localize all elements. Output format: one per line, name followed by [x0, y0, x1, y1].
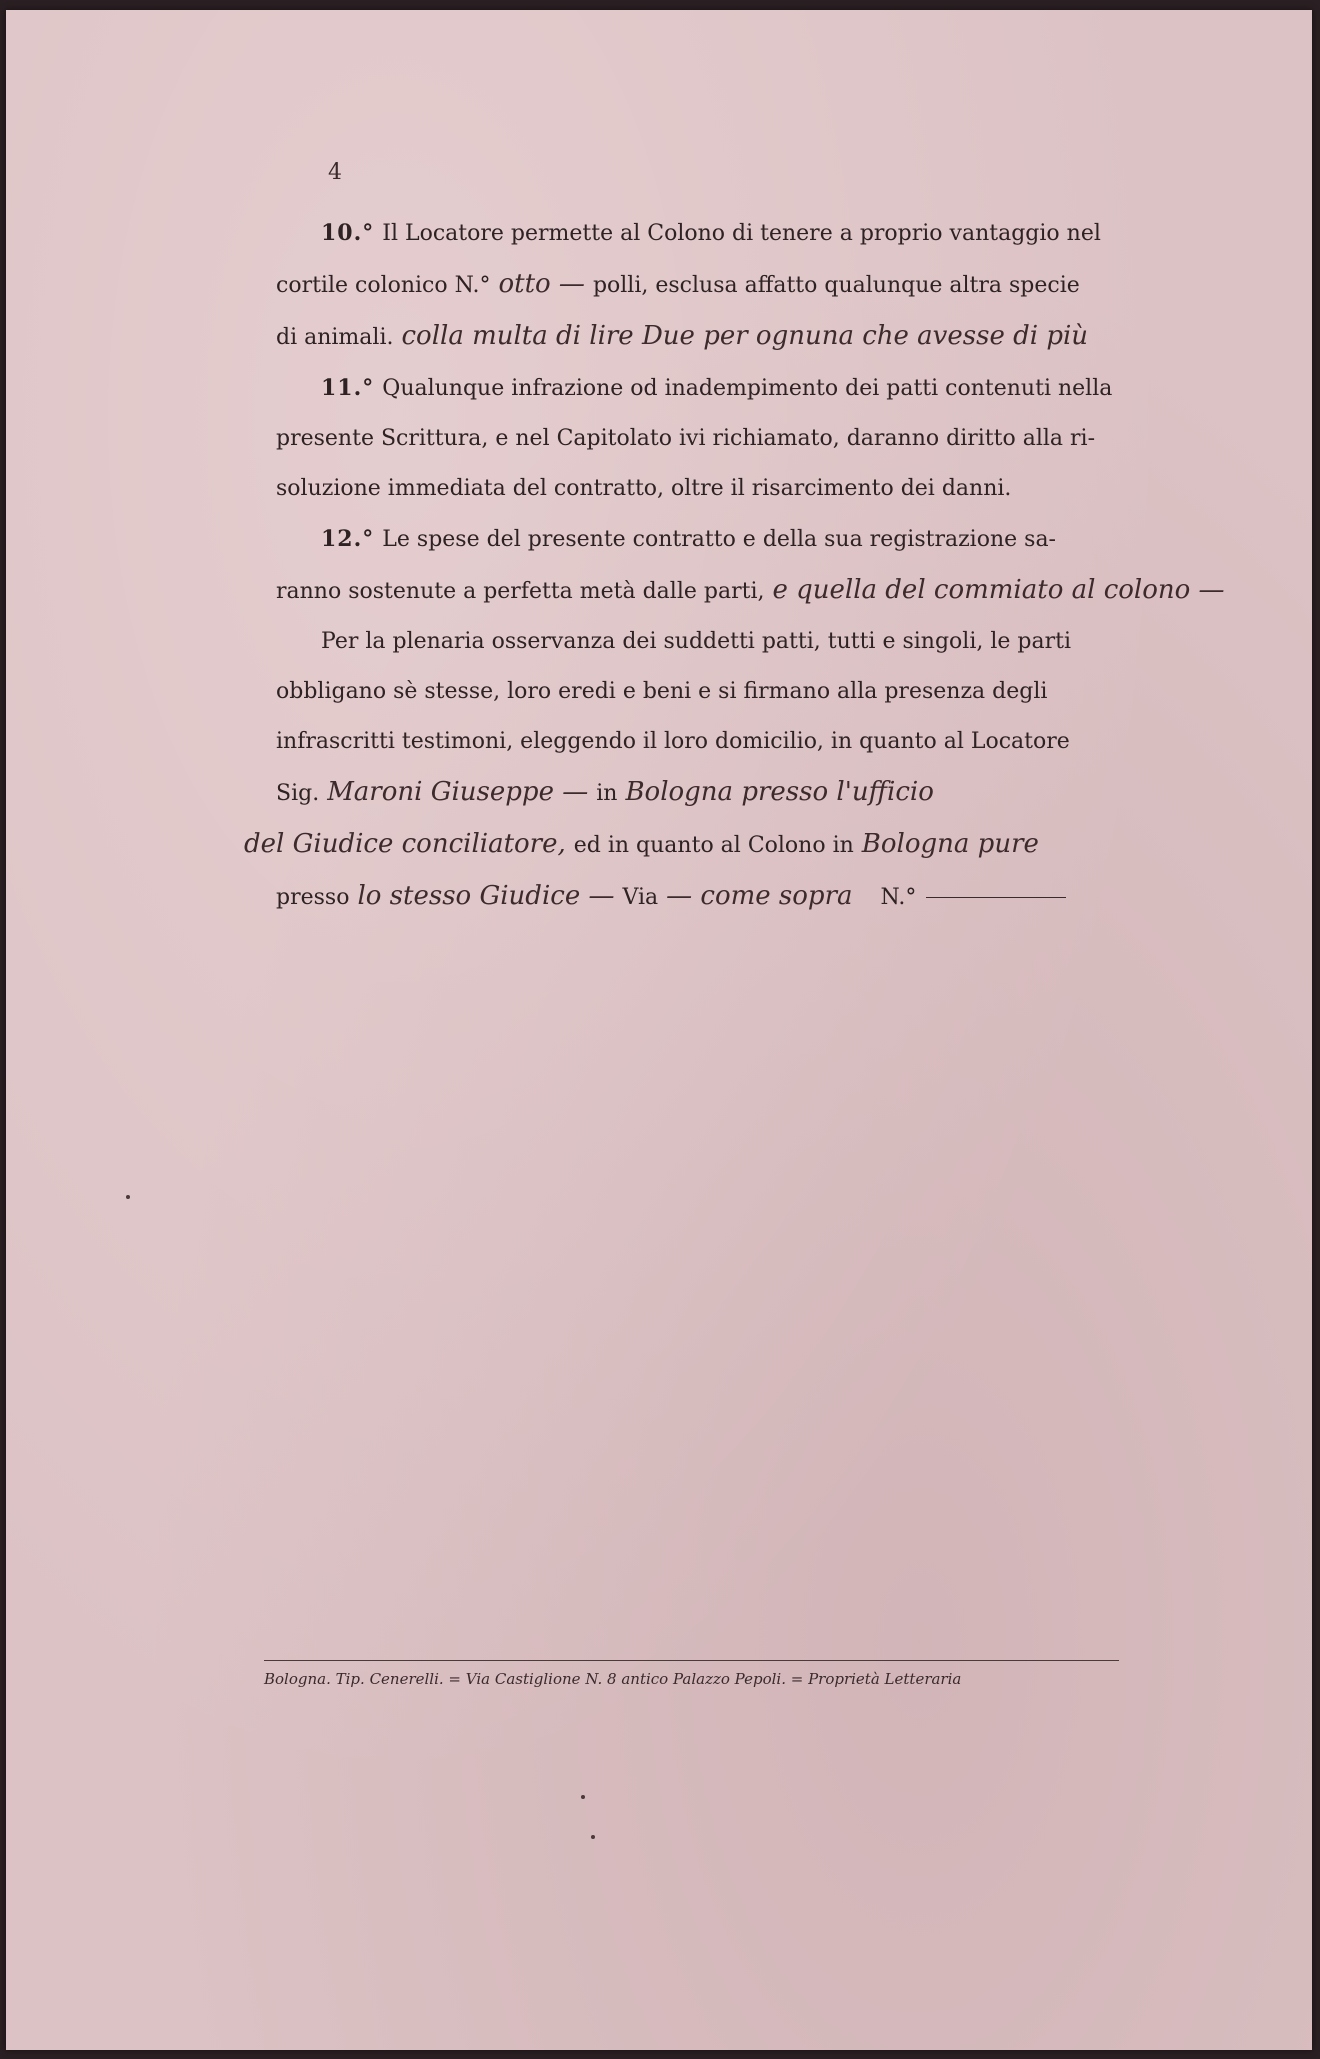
paper-speck [591, 1835, 595, 1839]
footer-rule [264, 1660, 1119, 1661]
closing-line-3 [276, 717, 1136, 767]
closing-line-4 [276, 767, 1136, 819]
article-10-line-1 [276, 208, 1136, 259]
article-10-text-1: Il Locatore permette al Colono di tenere a proprio vantaggio nel [382, 221, 1101, 246]
number-label: N.° [880, 885, 917, 910]
presso-label: presso [276, 885, 350, 910]
in-label: in [596, 781, 618, 806]
handwritten-locatore-name: Maroni Giuseppe — [327, 777, 589, 807]
handwritten-locatore-city: Bologna presso l'ufficio [625, 777, 934, 807]
sig-label: Sig. [276, 781, 320, 806]
article-11-line-1 [276, 363, 1136, 414]
handwritten-penalty: colla multa di lire Due per ognuna che avesse di più [401, 321, 1089, 351]
article-10-text-3: di animali. [276, 325, 394, 350]
article-10-text-2b: polli, esclusa affatto qualunque altra specie [592, 273, 1080, 298]
closing-line-5 [236, 819, 1136, 871]
bleed-through-texture [256, 930, 1136, 931]
closing-text-2: obbligano sè stesse, loro eredi e beni e si firmano alla presenza degli [276, 679, 1048, 704]
article-11-line-3 [276, 464, 1136, 514]
closing-line-1 [276, 617, 1136, 667]
article-11-text-3: soluzione immediata del contratto, oltre il risarcimento dei danni. [276, 476, 1012, 501]
article-12-text-2: ranno sostenute a perfetta metà dalle parti, [276, 579, 765, 604]
article-11-text-2: presente Scrittura, e nel Capitolato ivi richiamato, daranno diritto alla ri- [276, 426, 1096, 451]
handwritten-via: — come sopra [666, 881, 853, 911]
closing-line-2 [276, 667, 1136, 717]
article-11-number: 11.° [321, 375, 375, 401]
document-sheet [6, 10, 1312, 2050]
article-11-text-1: Qualunque infrazione od inadempimento dei patti contenuti nella [382, 376, 1113, 401]
printer-footer: Bologna. Tip. Cenerelli. = Via Castiglione N. 8 antico Palazzo Pepoli. = Proprietà Letteraria [264, 1670, 962, 1688]
closing-text-5: ed in quanto al Colono in [573, 833, 854, 858]
handwritten-colono-city: Bologna pure [861, 829, 1039, 859]
page-number: 4 [328, 160, 342, 185]
closing-text-1: Per la plenaria osservanza dei suddetti patti, tutti e singoli, le parti [321, 629, 1071, 654]
number-blank-line [926, 897, 1066, 898]
article-12-text-1: Le spese del presente contratto e della sua registrazione sa- [382, 527, 1056, 552]
article-10-number: 10.° [321, 220, 375, 246]
handwritten-judge: del Giudice conciliatore, [244, 829, 566, 859]
article-12-line-2 [276, 565, 1225, 617]
article-10-text-2a: cortile colonico N.° [276, 273, 491, 298]
via-label: Via [622, 885, 659, 910]
paper-speck [581, 1795, 585, 1799]
article-11-line-2 [276, 414, 1136, 464]
article-12-number: 12.° [321, 526, 375, 552]
closing-text-3: infrascritti testimoni, eleggendo il loro domicilio, in quanto al Locatore [276, 729, 1070, 754]
contract-text [244, 208, 1225, 923]
handwritten-quantity: otto — [498, 269, 585, 299]
article-10-line-3 [276, 311, 1136, 363]
article-10-line-2 [276, 259, 1136, 311]
handwritten-expenses-note: e quella del commiato al colono — [772, 575, 1225, 605]
closing-line-6 [276, 871, 1136, 923]
article-12-line-1 [276, 514, 1136, 565]
handwritten-presso: lo stesso Giudice — [357, 881, 615, 911]
paper-speck [126, 1195, 130, 1199]
